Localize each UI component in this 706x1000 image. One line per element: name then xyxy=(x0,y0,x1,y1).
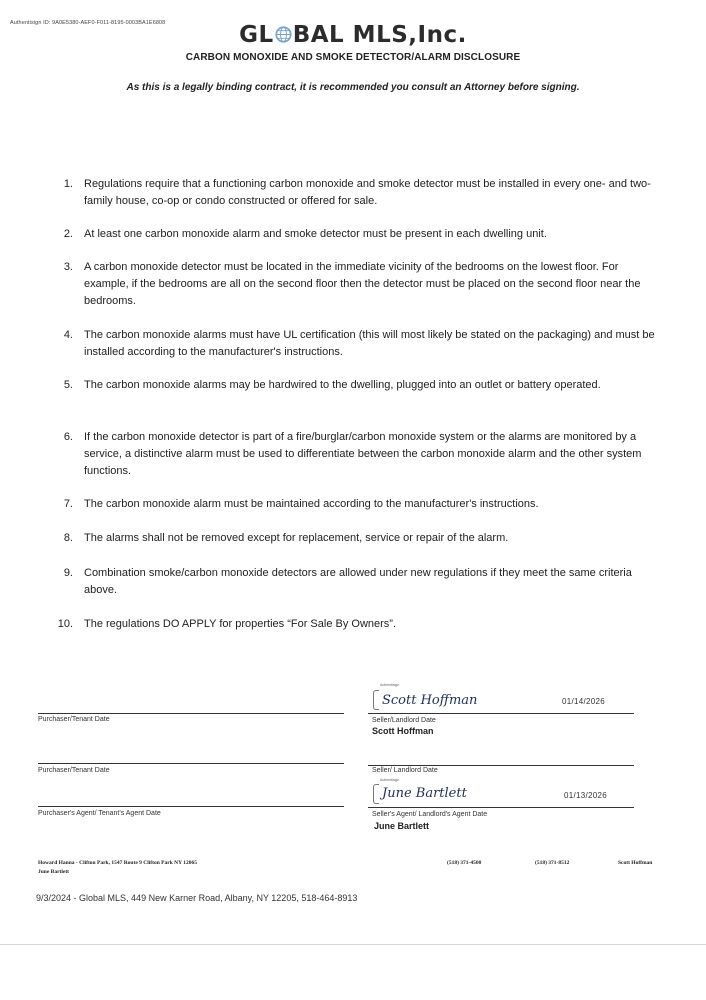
seller2-signature-line[interactable] xyxy=(368,765,634,766)
office-fax: (518) 371-8512 xyxy=(535,860,570,866)
clause-item: 7. The carbon monoxide alarm must be maintained according to the manufacturer's instructions. xyxy=(63,498,539,510)
global-mls-logo: GL BAL MLS,Inc. xyxy=(239,22,467,48)
globe-icon xyxy=(275,26,292,43)
brand-header xyxy=(0,22,706,48)
authentisign-tag: Authentisign xyxy=(380,683,400,687)
office-client: Scott Hoffman xyxy=(618,860,653,866)
seller-caption: Seller/Landlord Date xyxy=(372,717,436,724)
clause-item: 5. The carbon monoxide alarms may be hardwired to the dwelling, plugged into an outlet or battery operated. xyxy=(63,379,601,391)
purchaser2-signature-line[interactable] xyxy=(38,763,344,764)
seller2-caption: Seller/ Landlord Date xyxy=(372,767,438,774)
authentisign-id: Authentisign ID: 9A0E5380-AEF0-F011-8195-0003BA1E6808 xyxy=(10,20,166,26)
clause-item: 2. At least one carbon monoxide alarm and smoke detector must be present in each dwelling unit. xyxy=(63,228,547,240)
seller-signature-line xyxy=(368,713,634,714)
clause-item: 6. If the carbon monoxide detector is part of a fire/burglar/carbon monoxide system or the alarms are monitored by a service, a distinctive alarm must be used to differentiate between the carbon monoxide alarm and the other system functions. xyxy=(63,431,642,477)
document-title: CARBON MONOXIDE AND SMOKE DETECTOR/ALARM DISCLOSURE xyxy=(185,52,521,63)
seller-agent-signature: June Bartlett xyxy=(382,786,467,801)
page-bottom-rule xyxy=(0,944,706,945)
seller-name: Scott Hoffman xyxy=(372,726,434,736)
clause-item: 9. Combination smoke/carbon monoxide detectors are allowed under new regulations if they meet the same criteria above. xyxy=(63,567,632,596)
seller-agent-caption: Seller's Agent/ Landlord's Agent Date xyxy=(372,811,488,818)
clause-item: 4. The carbon monoxide alarms must have UL certification (this will most likely be stated on the packaging) and must be installed according to the manufacturer's instructions. xyxy=(63,329,655,358)
office-agent: June Bartlett xyxy=(38,869,70,875)
purchaser-signature-line[interactable] xyxy=(38,713,344,714)
seller-agent-signature-line xyxy=(368,807,634,808)
office-address: Howard Hanna - Clifton Park, 1547 Route 9 Clifton Park NY 12065 xyxy=(38,860,197,866)
seller-signature: Scott Hoffman xyxy=(382,693,478,708)
purchaser-agent-caption: Purchaser's Agent/ Tenant's Agent Date xyxy=(38,810,161,817)
seller-agent-signature-date: 01/13/2026 xyxy=(564,791,608,800)
purchaser-caption: Purchaser/Tenant Date xyxy=(38,716,110,723)
clause-item: 1. Regulations require that a functioning carbon monoxide and smoke detector must be installed in every one- and two-family house, co-op or condo constructed or offered for sale. xyxy=(63,178,651,207)
purchaser2-caption: Purchaser/Tenant Date xyxy=(38,767,110,774)
form-footer: 9/3/2024 - Global MLS, 449 New Karner Road, Albany, NY 12205, 518-464-8913 xyxy=(36,893,358,903)
seller-agent-name: June Bartlett xyxy=(374,821,430,831)
legal-warning: As this is a legally binding contract, it is recommended you consult an Attorney before signing. xyxy=(126,82,580,93)
authentisign-tag: Authentisign xyxy=(380,778,400,782)
seller-signature-date: 01/14/2026 xyxy=(562,697,606,706)
clause-item: 10. The regulations DO APPLY for properties “For Sale By Owners”. xyxy=(57,618,397,630)
purchaser-agent-signature-line[interactable] xyxy=(38,806,344,807)
clause-item: 8. The alarms shall not be removed except for replacement, service or repair of the alarm. xyxy=(63,532,509,544)
clause-item: 3. A carbon monoxide detector must be located in the immediate vicinity of the bedrooms on the lowest floor. For example, if the bedrooms are all on the second floor then the detector must be placed on the second floor near the bedrooms. xyxy=(63,261,641,307)
office-phone: (518) 371-4500 xyxy=(447,860,482,866)
